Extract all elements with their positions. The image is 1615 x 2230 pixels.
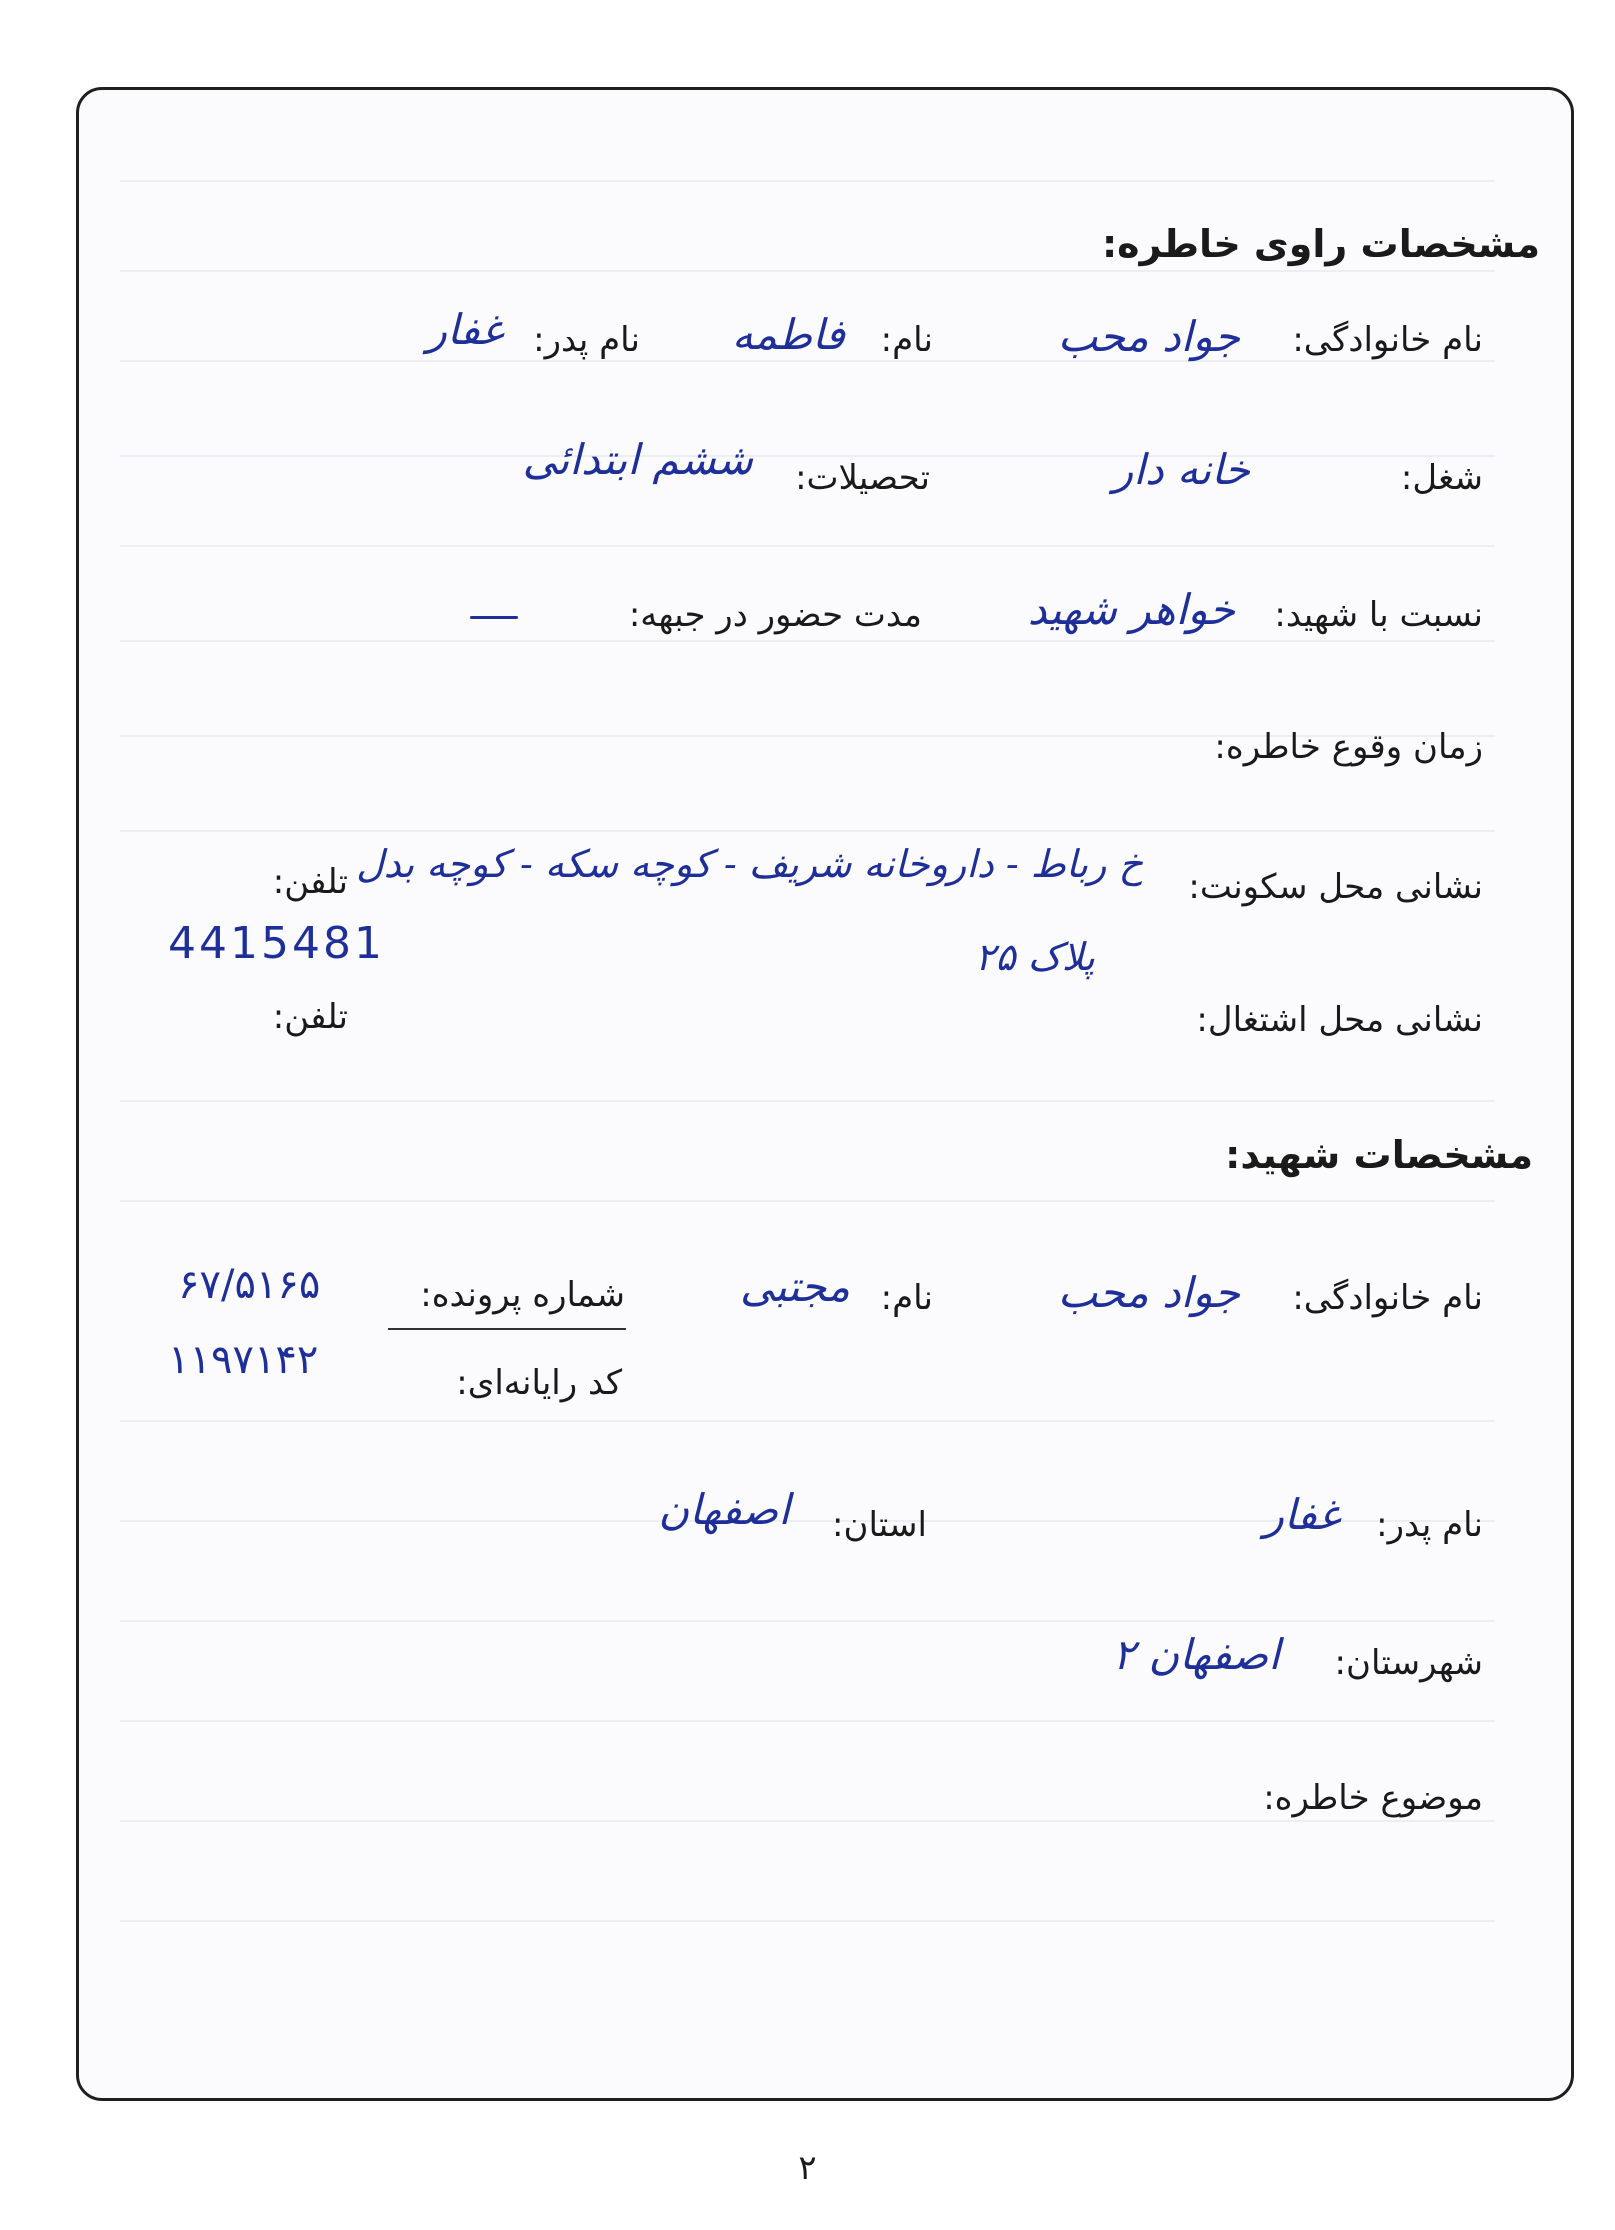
background-line <box>120 1620 1495 1622</box>
martyr-name-value: مجتبی <box>740 1262 850 1311</box>
background-line <box>120 455 1495 457</box>
province-label: استان: <box>832 1505 927 1545</box>
job-label: شغل: <box>1400 458 1483 498</box>
background-line <box>120 1100 1495 1102</box>
background-line <box>120 360 1495 362</box>
background-line <box>120 1420 1495 1422</box>
education-value: ششم ابتدائی <box>522 435 753 484</box>
narrator-name-label: نام: <box>880 320 933 360</box>
computer-code-value: ۱۱۹۷۱۴۲ <box>168 1337 319 1383</box>
relation-label: نسبت با شهید: <box>1274 595 1483 635</box>
computer-code-label: کد رایانه‌ای: <box>456 1363 622 1403</box>
front-duration-label: مدت حضور در جبهه: <box>628 595 922 635</box>
phone-value: 4415481 <box>168 918 385 969</box>
background-line <box>120 1200 1495 1202</box>
martyr-name-label: نام: <box>880 1278 933 1318</box>
job-value: خانه دار <box>1113 445 1250 494</box>
city-value: اصفهان ۲ <box>1112 1630 1280 1679</box>
martyr-family-name-label: نام خانوادگی: <box>1292 1278 1483 1318</box>
address-value: خ رباط - داروخانه شریف - کوچه سکه - کوچه بدل <box>356 842 1143 886</box>
file-number-value: ۶۷/۵۱۶۵ <box>178 1262 321 1308</box>
work-phone-label: تلفن: <box>272 997 348 1037</box>
martyr-family-name-value: جواد محب <box>1057 1268 1240 1317</box>
background-line <box>120 640 1495 642</box>
province-value: اصفهان <box>658 1485 790 1534</box>
page-number: ۲ <box>798 2148 817 2188</box>
narrator-family-name-value: جواد محب <box>1057 312 1240 361</box>
phone-label: تلفن: <box>272 862 348 902</box>
work-address-label: نشانی محل اشتغال: <box>1196 1000 1483 1040</box>
education-label: تحصیلات: <box>795 458 930 498</box>
martyr-father-value: غفار <box>1263 1490 1340 1539</box>
background-line <box>120 180 1495 182</box>
narrator-heading: مشخصات راوی خاطره: <box>1101 222 1540 266</box>
background-line <box>120 1720 1495 1722</box>
background-line <box>120 545 1495 547</box>
martyr-father-label: نام پدر: <box>1376 1505 1483 1545</box>
file-number-underline <box>388 1328 626 1330</box>
background-line <box>120 830 1495 832</box>
background-line <box>120 1820 1495 1822</box>
front-duration-dash <box>470 616 518 619</box>
narrator-family-name-label: نام خانوادگی: <box>1292 320 1483 360</box>
narrator-father-label: نام پدر: <box>533 320 640 360</box>
background-line <box>120 1920 1495 1922</box>
martyr-heading: مشخصات شهید: <box>1225 1133 1533 1177</box>
city-label: شهرستان: <box>1334 1643 1483 1683</box>
narrator-father-value: غفار <box>426 305 503 354</box>
narrator-name-value: فاطمه <box>731 310 845 359</box>
address-value-line2: پلاک ۲۵ <box>974 935 1095 979</box>
background-line <box>120 270 1495 272</box>
memory-topic-label: موضوع خاطره: <box>1263 1778 1483 1818</box>
address-label: نشانی محل سکونت: <box>1188 867 1483 907</box>
file-number-label: شماره پرونده: <box>420 1275 625 1315</box>
relation-value: خواهر شهید <box>1027 585 1235 634</box>
memory-time-label: زمان وقوع خاطره: <box>1214 727 1483 767</box>
